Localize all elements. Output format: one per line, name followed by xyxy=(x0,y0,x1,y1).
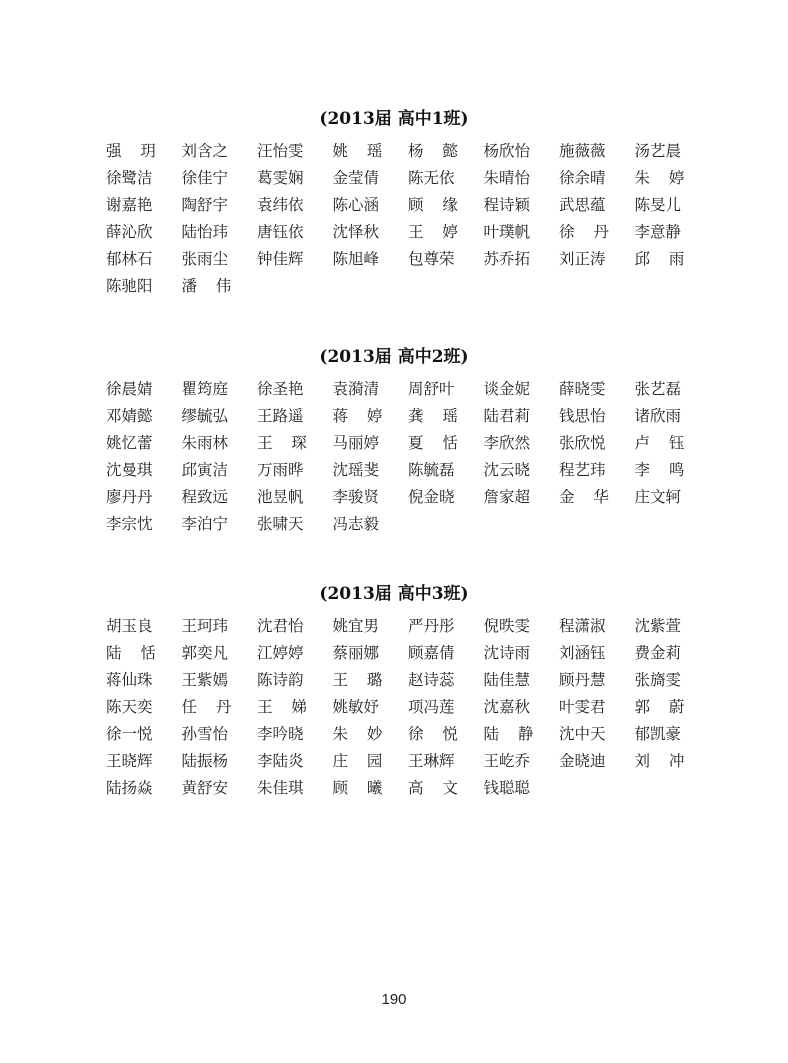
student-name: 徐 丹 xyxy=(559,222,609,241)
student-name: 王珂玮 xyxy=(181,616,229,635)
student-name: 顾 缘 xyxy=(408,195,458,214)
student-name: 朱 妙 xyxy=(332,724,383,743)
student-name: 陶舒宇 xyxy=(181,195,229,214)
student-name: 张艺磊 xyxy=(634,379,682,398)
student-name: 沈中天 xyxy=(559,724,606,743)
student-name: 包尊荣 xyxy=(408,249,455,268)
student-name: 程诗颖 xyxy=(483,195,531,214)
student-name: 潘 伟 xyxy=(181,276,232,295)
name-row xyxy=(106,244,710,271)
student-name: 夏 恬 xyxy=(408,433,458,452)
student-name: 李 鸣 xyxy=(634,460,685,479)
name-row xyxy=(106,746,710,773)
name-row xyxy=(106,271,710,298)
student-name: 郭 蔚 xyxy=(634,697,685,716)
student-name: 陆佳慧 xyxy=(483,670,531,689)
student-name: 王路遥 xyxy=(257,406,304,425)
student-name: 陈旻儿 xyxy=(634,195,682,214)
name-row xyxy=(106,719,710,746)
student-name: 金莹倩 xyxy=(332,168,380,187)
student-name: 倪金晓 xyxy=(408,487,455,506)
student-name: 池昱帆 xyxy=(257,487,304,506)
student-name: 陆怡玮 xyxy=(181,222,229,241)
student-name: 蔡丽娜 xyxy=(332,643,380,662)
student-name: 高 文 xyxy=(408,778,458,797)
student-name: 庄文轲 xyxy=(634,487,682,506)
student-name: 沈瑶斐 xyxy=(332,460,380,479)
student-name: 程艺玮 xyxy=(559,460,606,479)
student-name: 钟佳辉 xyxy=(257,249,304,268)
student-name: 徐 悦 xyxy=(408,724,458,743)
name-row xyxy=(106,136,710,163)
student-name: 陈心涵 xyxy=(332,195,380,214)
section-heading: (2013届 高中3班) xyxy=(319,584,469,604)
student-name: 瞿筠庭 xyxy=(181,379,229,398)
student-name: 李意静 xyxy=(634,222,682,241)
name-row xyxy=(106,428,710,455)
student-name: 姚 瑶 xyxy=(332,141,383,160)
student-name: 任 丹 xyxy=(181,697,232,716)
student-name: 王 婷 xyxy=(408,222,458,241)
student-name: 王 娣 xyxy=(257,697,307,716)
student-name: 钱聪聪 xyxy=(483,778,531,797)
student-name: 程潇淑 xyxy=(559,616,606,635)
page-number: 190 xyxy=(381,991,407,1008)
student-name: 邓婧懿 xyxy=(106,406,153,425)
student-name: 姚敏妤 xyxy=(332,697,380,716)
student-name: 程致远 xyxy=(181,487,229,506)
student-name: 刘正涛 xyxy=(559,249,606,268)
student-name: 顾丹慧 xyxy=(559,670,606,689)
student-name: 杨欣怡 xyxy=(483,141,531,160)
name-row xyxy=(106,163,710,190)
student-name: 张旖雯 xyxy=(634,670,682,689)
student-name: 刘涵钰 xyxy=(559,643,606,662)
student-name: 庄 园 xyxy=(332,751,383,770)
class-section-3 xyxy=(0,579,788,797)
student-name: 杨 懿 xyxy=(408,141,458,160)
student-name: 陆扬焱 xyxy=(106,778,153,797)
section-heading: (2013届 高中1班) xyxy=(319,109,469,129)
name-row xyxy=(106,217,710,244)
name-row xyxy=(106,374,710,401)
student-name: 钱思怡 xyxy=(559,406,606,425)
student-name: 郭奕凡 xyxy=(181,643,229,662)
student-name: 邱寅洁 xyxy=(181,460,229,479)
name-row xyxy=(106,190,710,217)
student-name: 沈君怡 xyxy=(257,616,304,635)
student-name: 廖丹丹 xyxy=(106,487,153,506)
student-name: 金晓迪 xyxy=(559,751,606,770)
student-name: 徐佳宁 xyxy=(181,168,229,187)
student-name: 郁林石 xyxy=(106,249,153,268)
student-name: 汤艺晨 xyxy=(634,141,682,160)
student-name: 唐钰依 xyxy=(257,222,304,241)
student-name: 严丹彤 xyxy=(408,616,455,635)
name-row xyxy=(106,509,710,536)
student-name: 王 琛 xyxy=(257,433,307,452)
student-name: 武思蕴 xyxy=(559,195,606,214)
student-name: 朱 婷 xyxy=(634,168,685,187)
student-name: 顾 曦 xyxy=(332,778,383,797)
student-name: 张啸天 xyxy=(257,514,304,533)
student-name: 费金莉 xyxy=(634,643,682,662)
student-name: 项冯莲 xyxy=(408,697,455,716)
name-row xyxy=(106,401,710,428)
student-name: 缪毓弘 xyxy=(181,406,229,425)
student-name: 冯志毅 xyxy=(332,514,380,533)
student-name: 李泊宁 xyxy=(181,514,229,533)
student-name: 陆君莉 xyxy=(483,406,531,425)
name-row xyxy=(106,665,710,692)
student-name: 沈怿秋 xyxy=(332,222,380,241)
student-name: 王琳辉 xyxy=(408,751,455,770)
student-name: 邱 雨 xyxy=(634,249,685,268)
student-name: 王紫嫣 xyxy=(181,670,229,689)
student-name: 李骏贤 xyxy=(332,487,380,506)
student-name: 陈毓磊 xyxy=(408,460,455,479)
student-name: 沈诗雨 xyxy=(483,643,531,662)
student-name: 苏乔拓 xyxy=(483,249,531,268)
student-name: 姚忆蕾 xyxy=(106,433,153,452)
student-name: 徐一悦 xyxy=(106,724,153,743)
student-name: 马丽婷 xyxy=(332,433,380,452)
student-name: 诸欣雨 xyxy=(634,406,682,425)
section-heading: (2013届 高中2班) xyxy=(319,347,469,367)
class-section-2 xyxy=(0,342,788,533)
student-name: 赵诗蕊 xyxy=(408,670,455,689)
student-name: 汪怡雯 xyxy=(257,141,304,160)
student-name: 江婷婷 xyxy=(257,643,304,662)
student-name: 陈旭峰 xyxy=(332,249,380,268)
student-name: 袁纬依 xyxy=(257,195,304,214)
student-name: 朱雨林 xyxy=(181,433,229,452)
student-name: 李欣然 xyxy=(483,433,531,452)
student-name: 詹家超 xyxy=(483,487,531,506)
name-grid xyxy=(106,374,710,536)
student-name: 胡玉良 xyxy=(106,616,153,635)
student-name: 沈紫萱 xyxy=(634,616,682,635)
student-name: 万雨晔 xyxy=(257,460,304,479)
student-name: 徐余晴 xyxy=(559,168,606,187)
student-name: 顾嘉倩 xyxy=(408,643,455,662)
student-name: 王屹乔 xyxy=(483,751,531,770)
student-name: 刘 冲 xyxy=(634,751,685,770)
student-name: 陆 恬 xyxy=(106,643,156,662)
student-name: 姚宜男 xyxy=(332,616,380,635)
student-name: 周舒叶 xyxy=(408,379,455,398)
student-name: 龚 瑶 xyxy=(408,406,458,425)
student-name: 强 玥 xyxy=(106,141,156,160)
student-name: 郁凯豪 xyxy=(634,724,682,743)
student-name: 谈金妮 xyxy=(483,379,531,398)
student-name: 叶璞帆 xyxy=(483,222,531,241)
student-name: 王晓辉 xyxy=(106,751,153,770)
student-name: 沈曼琪 xyxy=(106,460,153,479)
student-name: 薛沁欣 xyxy=(106,222,153,241)
student-name: 葛雯娴 xyxy=(257,168,304,187)
student-name: 沈云晓 xyxy=(483,460,531,479)
student-name: 王 璐 xyxy=(332,670,383,689)
student-name: 徐圣艳 xyxy=(257,379,304,398)
name-row xyxy=(106,455,710,482)
student-name: 李吟晓 xyxy=(257,724,304,743)
student-name: 蒋仙珠 xyxy=(106,670,153,689)
student-name: 陈诗韵 xyxy=(257,670,304,689)
student-name: 陈天奕 xyxy=(106,697,153,716)
class-section-1 xyxy=(0,104,788,295)
student-name: 谢嘉艳 xyxy=(106,195,153,214)
student-name: 朱晴怡 xyxy=(483,168,531,187)
student-name: 袁漪清 xyxy=(332,379,380,398)
student-name: 李宗忱 xyxy=(106,514,153,533)
student-name: 徐鹭洁 xyxy=(106,168,153,187)
student-name: 薛晓雯 xyxy=(559,379,606,398)
name-grid xyxy=(106,611,710,800)
student-name: 陆 静 xyxy=(483,724,534,743)
student-name: 陆振杨 xyxy=(181,751,229,770)
student-name: 张欣悦 xyxy=(559,433,606,452)
student-name: 张雨尘 xyxy=(181,249,229,268)
student-name: 沈嘉秋 xyxy=(483,697,531,716)
student-name: 卢 钰 xyxy=(634,433,685,452)
student-name: 施薇薇 xyxy=(559,141,606,160)
student-name: 金 华 xyxy=(559,487,609,506)
student-name: 刘含之 xyxy=(181,141,229,160)
name-row xyxy=(106,692,710,719)
name-row xyxy=(106,482,710,509)
student-name: 倪昳雯 xyxy=(483,616,531,635)
student-name: 蒋 婷 xyxy=(332,406,383,425)
student-name: 李陆炎 xyxy=(257,751,304,770)
name-row xyxy=(106,773,710,800)
student-name: 陈驰阳 xyxy=(106,276,153,295)
student-name: 陈无依 xyxy=(408,168,455,187)
student-name: 孙雪怡 xyxy=(181,724,229,743)
name-row xyxy=(106,611,710,638)
name-grid xyxy=(106,136,710,298)
name-row xyxy=(106,638,710,665)
student-name: 叶雯君 xyxy=(559,697,606,716)
student-name: 徐晨婧 xyxy=(106,379,153,398)
student-name: 黄舒安 xyxy=(181,778,229,797)
student-name: 朱佳琪 xyxy=(257,778,304,797)
